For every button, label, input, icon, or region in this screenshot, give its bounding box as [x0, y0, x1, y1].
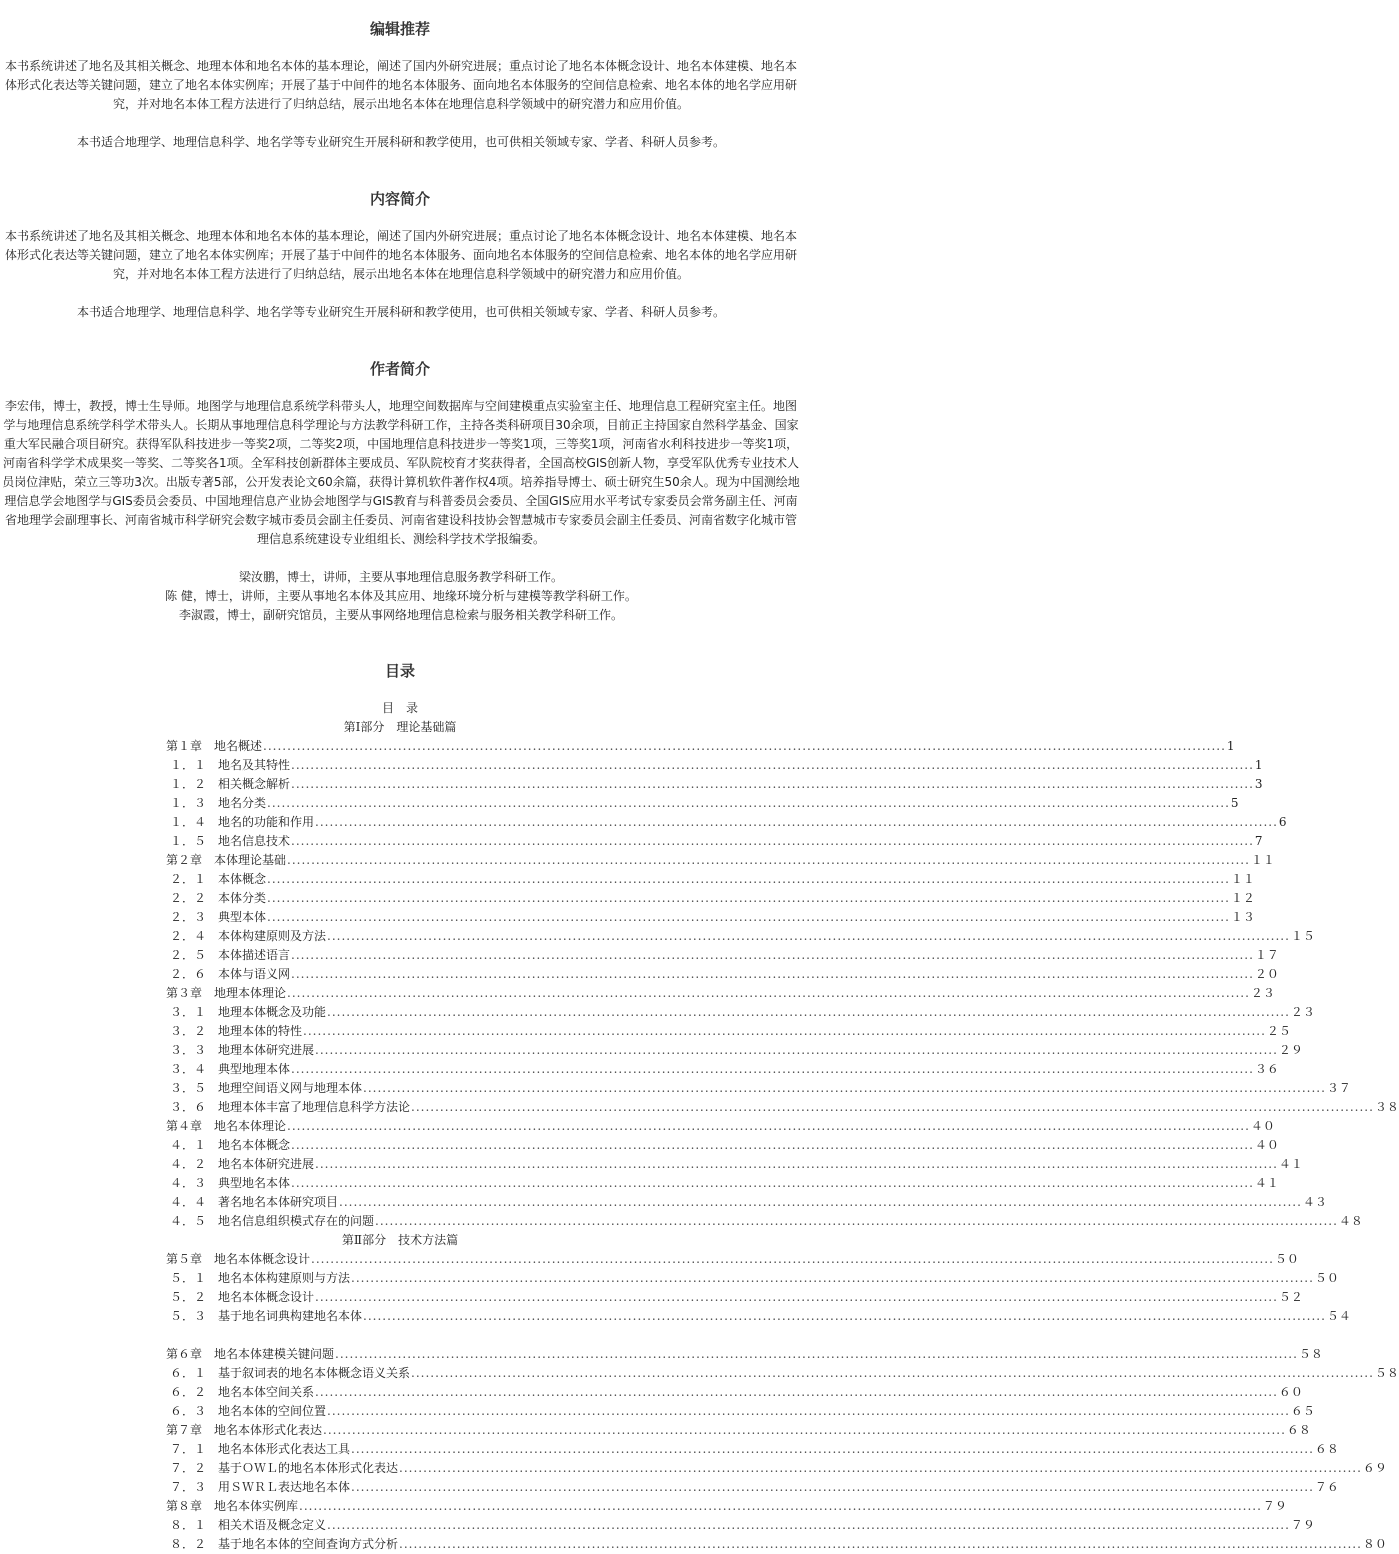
toc-section-entry [170, 870, 1255, 889]
toc-entry-label: １．５ 地名信息技术 [170, 834, 291, 848]
toc-section-entry [170, 965, 1279, 984]
toc-entry-label: ７．１ 地名本体形式化表达工具 [170, 1442, 351, 1456]
toc-dot-leader: ........................................................................................................................................................................................................ [351, 1271, 1314, 1285]
toc-section-entry [170, 927, 1315, 946]
toc-section-entry [170, 1402, 1315, 1421]
toc-dot-leader: ........................................................................................................................................................................................................ [351, 1480, 1314, 1494]
toc-page-number: ６５ [1290, 1404, 1315, 1418]
toc-dot-leader: ........................................................................................................................................................................................................ [291, 967, 1254, 981]
toc-entry-label: ３．１ 地理本体概念及功能 [170, 1005, 327, 1019]
toc-entry-label: ６．３ 地名本体的空间位置 [170, 1404, 327, 1418]
toc-entry-label: ６．１ 基于叙词表的地名本体概念语义关系 [170, 1366, 411, 1380]
toc-dot-leader: ........................................................................................................................................................................................................ [267, 910, 1230, 924]
toc-section-entry [170, 1212, 1363, 1231]
toc-page-number: ３７ [1326, 1081, 1351, 1095]
toc-dot-leader: ........................................................................................................................................................................................................ [263, 739, 1226, 753]
toc-dot-leader: ........................................................................................................................................................................................................ [291, 758, 1254, 772]
toc-page-number: ８０ [1362, 1537, 1387, 1551]
toc-page-number: ２５ [1266, 1024, 1291, 1038]
toc-section-entry [170, 775, 1263, 794]
author-bio-paragraph: 李淑霞，博士，副研究馆员，主要从事网络地理信息检索与服务相关教学科研工作。 [178, 608, 623, 622]
toc-dot-leader: ........................................................................................................................................................................................................ [327, 1404, 1290, 1418]
toc-entry-label: 第６章 地名本体建模关键问题 [166, 1347, 335, 1361]
toc-page-number: ５０ [1314, 1271, 1339, 1285]
toc-page-number: １５ [1290, 929, 1315, 943]
toc-page-number: ５４ [1326, 1309, 1351, 1323]
toc-section-entry [170, 1459, 1387, 1478]
toc-chapter-entry [166, 984, 1275, 1003]
toc-entry-label: ７．３ 用ＳＷＲＬ表达地名本体 [170, 1480, 351, 1494]
toc-entry-label: ４．２ 地名本体研究进展 [170, 1157, 315, 1171]
toc-page-number: 5 [1230, 796, 1239, 810]
toc-dot-leader: ........................................................................................................................................................................................................ [351, 1442, 1314, 1456]
toc-entry-label: ８．１ 相关术语及概念定义 [170, 1518, 327, 1532]
toc-dot-leader: ........................................................................................................................................................................................................ [315, 815, 1278, 829]
toc-entry-label: ３．６ 地理本体丰富了地理信息科学方法论 [170, 1100, 411, 1114]
toc-dot-leader: ........................................................................................................................................................................................................ [315, 1043, 1278, 1057]
toc-page-number: ７９ [1290, 1518, 1315, 1532]
toc-entry-label: １．２ 相关概念解析 [170, 777, 291, 791]
toc-entry-label: 第１章 地名概述 [166, 739, 263, 753]
toc-section-entry [170, 889, 1255, 908]
toc-part-heading: 第Ⅱ部分 技术方法篇 [341, 1233, 459, 1247]
toc-dot-leader: ........................................................................................................................................................................................................ [267, 796, 1230, 810]
content-intro-paragraph: 本书适合地理学、地理信息科学、地名学等专业研究生开展科研和教学使用，也可供相关领域专家、学者、科研人员参考。 [76, 305, 725, 319]
toc-entry-label: ２．４ 本体构建原则及方法 [170, 929, 327, 943]
author-bio-paragraph: 梁汝鹏，博士，讲师，主要从事地理信息服务教学科研工作。 [238, 570, 563, 584]
toc-entry-label: １．４ 地名的功能和作用 [170, 815, 315, 829]
toc-part-heading: 第Ⅰ部分 理论基础篇 [343, 720, 457, 734]
toc-section-entry [170, 794, 1239, 813]
toc-dot-leader: ........................................................................................................................................................................................................ [287, 986, 1250, 1000]
toc-page-number: １３ [1230, 910, 1255, 924]
toc-page-number: ７６ [1314, 1480, 1339, 1494]
toc-entry-label: ５．１ 地名本体构建原则与方法 [170, 1271, 351, 1285]
editor-recommend-paragraph: 本书系统讲述了地名及其相关概念、地理本体和地名本体的基本理论，阐述了国内外研究进展；重点讨论了地名本体概念设计、地名本体建模、地名本体形式化表达等关键问题，建立了地名本体实例库；开展了基于中间件的地名本体服务、面向地名本体服务的空间信息检索、地名本体的地名学应用研究，并对地名本体工程方法进行了归纳总结，展示出地名本体在地理信息科学领域中的研究潜力和应用价值。 [4, 59, 797, 111]
toc-dot-leader: ........................................................................................................................................................................................................ [363, 1309, 1326, 1323]
toc-entry-label: ５．３ 基于地名词典构建地名本体 [170, 1309, 363, 1323]
toc-page-number: ４０ [1250, 1119, 1275, 1133]
toc-page-number: ２３ [1250, 986, 1275, 1000]
toc-dot-leader: ........................................................................................................................................................................................................ [291, 777, 1254, 791]
toc-page-number: 6 [1278, 815, 1287, 829]
toc-dot-leader: ........................................................................................................................................................................................................ [363, 1081, 1326, 1095]
toc-section-entry [170, 1440, 1339, 1459]
toc-chapter-entry [166, 1497, 1287, 1516]
toc-entry-label: ４．５ 地名信息组织模式存在的问题 [170, 1214, 375, 1228]
toc-dot-leader: ........................................................................................................................................................................................................ [267, 891, 1230, 905]
toc-entry-label: 第３章 地理本体理论 [166, 986, 287, 1000]
toc-dot-leader: ........................................................................................................................................................................................................ [291, 948, 1254, 962]
toc-page-number: １１ [1250, 853, 1275, 867]
toc-entry-label: ２．３ 典型本体 [170, 910, 267, 924]
toc-dot-leader: ........................................................................................................................................................................................................ [375, 1214, 1338, 1228]
toc-section-entry [170, 908, 1255, 927]
toc-section-entry [170, 1174, 1279, 1193]
toc-page-number: ５２ [1278, 1290, 1303, 1304]
toc-dot-leader: ........................................................................................................................................................................................................ [411, 1366, 1374, 1380]
toc-section-entry [170, 1193, 1327, 1212]
toc-section-entry [170, 1098, 1399, 1117]
toc-dot-leader: ........................................................................................................................................................................................................ [267, 872, 1230, 886]
toc-dot-leader: ........................................................................................................................................................................................................ [291, 1176, 1254, 1190]
toc-dot-leader: ........................................................................................................................................................................................................ [339, 1195, 1302, 1209]
toc-page-number: ６０ [1278, 1385, 1303, 1399]
toc-dot-leader: ........................................................................................................................................................................................................ [399, 1537, 1362, 1551]
toc-section-entry [170, 832, 1263, 851]
toc-section-entry [170, 1060, 1279, 1079]
toc-entry-label: ３．５ 地理空间语义网与地理本体 [170, 1081, 363, 1095]
toc-entry-label: ３．２ 地理本体的特性 [170, 1024, 303, 1038]
toc-page-number: 7 [1254, 834, 1263, 848]
toc-dot-leader: ........................................................................................................................................................................................................ [327, 1518, 1290, 1532]
toc-section-entry [170, 1364, 1399, 1383]
toc-section-entry [170, 1269, 1339, 1288]
toc-dot-leader: ........................................................................................................................................................................................................ [335, 1347, 1298, 1361]
toc-entry-label: ２．１ 本体概念 [170, 872, 267, 886]
toc-entry-label: １．１ 地名及其特性 [170, 758, 291, 772]
editor-recommend-title: 编辑推荐 [369, 20, 430, 38]
toc-dot-leader: ........................................................................................................................................................................................................ [303, 1024, 1266, 1038]
toc-section-entry [170, 1478, 1339, 1497]
toc-entry-label: 第８章 地名本体实例库 [166, 1499, 299, 1513]
toc-dot-leader: ........................................................................................................................................................................................................ [291, 1138, 1254, 1152]
toc-entry-label: ４．４ 著名地名本体研究项目 [170, 1195, 339, 1209]
toc-entry-label: ４．３ 典型地名本体 [170, 1176, 291, 1190]
toc-section-entry [170, 1155, 1303, 1174]
toc-section-entry [170, 1383, 1303, 1402]
toc-dot-leader: ........................................................................................................................................................................................................ [315, 1385, 1278, 1399]
toc-entry-label: ２．６ 本体与语义网 [170, 967, 291, 981]
toc-section-entry [170, 756, 1263, 775]
toc-entry-label: ５．２ 地名本体概念设计 [170, 1290, 315, 1304]
toc-dot-leader: ........................................................................................................................................................................................................ [399, 1461, 1362, 1475]
toc-dot-leader: ........................................................................................................................................................................................................ [311, 1252, 1274, 1266]
toc-page-number: ２０ [1254, 967, 1279, 981]
toc-entry-label: １．３ 地名分类 [170, 796, 267, 810]
content-intro-title: 内容简介 [369, 190, 430, 208]
toc-heading: 目 录 [381, 701, 418, 715]
toc-entry-label: 第５章 地名本体概念设计 [166, 1252, 311, 1266]
toc-page-number: ４１ [1254, 1176, 1279, 1190]
toc-dot-leader: ........................................................................................................................................................................................................ [315, 1290, 1278, 1304]
toc-page-number: ４３ [1302, 1195, 1327, 1209]
toc-dot-leader: ........................................................................................................................................................................................................ [291, 1062, 1254, 1076]
toc-entry-label: ４．１ 地名本体概念 [170, 1138, 291, 1152]
toc-page-number: ３６ [1254, 1062, 1279, 1076]
toc-chapter-entry [166, 851, 1275, 870]
toc-entry-label: 第２章 本体理论基础 [166, 853, 287, 867]
editor-recommend-paragraph: 本书适合地理学、地理信息科学、地名学等专业研究生开展科研和教学使用，也可供相关领域专家、学者、科研人员参考。 [76, 135, 725, 149]
toc-page-number: ５０ [1274, 1252, 1299, 1266]
toc-section-entry [170, 1022, 1291, 1041]
content-intro-paragraph: 本书系统讲述了地名及其相关概念、地理本体和地名本体的基本理论，阐述了国内外研究进展；重点讨论了地名本体概念设计、地名本体建模、地名本体形式化表达等关键问题，建立了地名本体实例库；开展了基于中间件的地名本体服务、面向地名本体服务的空间信息检索、地名本体的地名学应用研究，并对地名本体工程方法进行了归纳总结，展示出地名本体在地理信息科学领域中的研究潜力和应用价值。 [4, 229, 797, 281]
toc-page-number: 3 [1254, 777, 1263, 791]
toc-entry-label: ３．３ 地理本体研究进展 [170, 1043, 315, 1057]
toc-section-entry [170, 1307, 1351, 1326]
toc-page-number: ６９ [1362, 1461, 1387, 1475]
toc-page-number: ２３ [1290, 1005, 1315, 1019]
toc-chapter-entry [166, 1250, 1299, 1269]
toc-section-entry [170, 946, 1279, 965]
toc-page-number: ５８ [1298, 1347, 1323, 1361]
toc-dot-leader: ........................................................................................................................................................................................................ [327, 929, 1290, 943]
toc-entry-label: ２．５ 本体描述语言 [170, 948, 291, 962]
toc-dot-leader: ........................................................................................................................................................................................................ [291, 834, 1254, 848]
toc-dot-leader: ........................................................................................................................................................................................................ [411, 1100, 1374, 1114]
toc-entry-label: ７．２ 基于ＯＷＬ的地名本体形式化表达 [170, 1461, 399, 1475]
toc-page-number: ７９ [1262, 1499, 1287, 1513]
toc-section-entry [170, 1535, 1387, 1554]
toc-entry-label: 第４章 地名本体理论 [166, 1119, 287, 1133]
author-bio-paragraph: 陈 健，博士，讲师，主要从事地名本体及其应用、地缘环境分析与建模等教学科研工作。 [165, 589, 637, 603]
toc-dot-leader: ........................................................................................................................................................................................................ [299, 1499, 1262, 1513]
toc-entry-label: ６．２ 地名本体空间关系 [170, 1385, 315, 1399]
toc-page-number: ３８ [1374, 1100, 1399, 1114]
toc-title: 目录 [384, 662, 415, 680]
toc-entry-label: 第７章 地名本体形式化表达 [166, 1423, 323, 1437]
author-intro-title: 作者简介 [369, 360, 430, 378]
toc-section-entry [170, 1041, 1303, 1060]
toc-entry-label: ２．２ 本体分类 [170, 891, 267, 905]
toc-chapter-entry [166, 737, 1235, 756]
toc-section-entry [170, 1003, 1315, 1022]
toc-section-entry [170, 1288, 1303, 1307]
author-bio-paragraph: 李宏伟，博士，教授，博士生导师。地图学与地理信息系统学科带头人，地理空间数据库与空间建模重点实验室主任、地理信息工程研究室主任。地图学与地理信息系统学科学术带头人。长期从事地理信息科学理论与方法教学科研工作，主持各类科研项目30余项，目前正主持国家自然科学基金、国家重大军民融合项目研究。获得军队科技进步一等奖2项，二等奖2项，中国地理信息科技进步一等奖1项，三等奖1项，河南省水利科技进步一等奖1项，河南省科学学术成果奖一等奖、二等奖各1项。全军科技创新群体主要成员、军队院校育才奖获得者，全国高校GIS创新人物，享受军队优秀专业技术人员岗位津贴，荣立三等功3次。出版专著5部，公开发表论文60余篇，获得计算机软件著作权4项。培养指导博士、硕士研究生50余人。现为中国测绘地理信息学会地图学与GIS委员会委员、中国地理信息产业协会地图学与GIS教育与科普委员会委员、全国GIS应用水平考试专家委员会常务副主任、河南省地理学会副理事长、河南省城市科学研究会数字城市委员会副主任委员、河南省建设科技协会智慧城市专家委员会副主任委员、河南省数字化城市管理信息系统建设专业组组长、测绘科学技术学报编委。 [2, 399, 800, 546]
toc-entry-label: ８．２ 基于地名本体的空间查询方式分析 [170, 1537, 399, 1551]
toc-page-number: ６８ [1314, 1442, 1339, 1456]
toc-dot-leader: ........................................................................................................................................................................................................ [287, 1119, 1250, 1133]
toc-page-number: ４１ [1278, 1157, 1303, 1171]
toc-entry-label: ３．４ 典型地理本体 [170, 1062, 291, 1076]
toc-page-number: 1 [1254, 758, 1263, 772]
toc-dot-leader: ........................................................................................................................................................................................................ [315, 1157, 1278, 1171]
toc-page-number: ４０ [1254, 1138, 1279, 1152]
toc-page-number: ４８ [1338, 1214, 1363, 1228]
toc-dot-leader: ........................................................................................................................................................................................................ [287, 853, 1250, 867]
toc-page-number: ５８ [1374, 1366, 1399, 1380]
toc-page-number: １２ [1230, 891, 1255, 905]
toc-page-number: １１ [1230, 872, 1255, 886]
toc-page-number: １７ [1254, 948, 1279, 962]
toc-dot-leader: ........................................................................................................................................................................................................ [323, 1423, 1286, 1437]
toc-section-entry [170, 1516, 1315, 1535]
toc-section-entry [170, 1136, 1279, 1155]
toc-page-number: ６８ [1286, 1423, 1311, 1437]
toc-chapter-entry [166, 1345, 1323, 1364]
toc-section-entry [170, 1079, 1351, 1098]
toc-dot-leader: ........................................................................................................................................................................................................ [327, 1005, 1290, 1019]
toc-chapter-entry [166, 1117, 1275, 1136]
toc-page-number: ２９ [1278, 1043, 1303, 1057]
toc-chapter-entry [166, 1421, 1311, 1440]
toc-section-entry [170, 813, 1287, 832]
toc-page-number: 1 [1226, 739, 1235, 753]
